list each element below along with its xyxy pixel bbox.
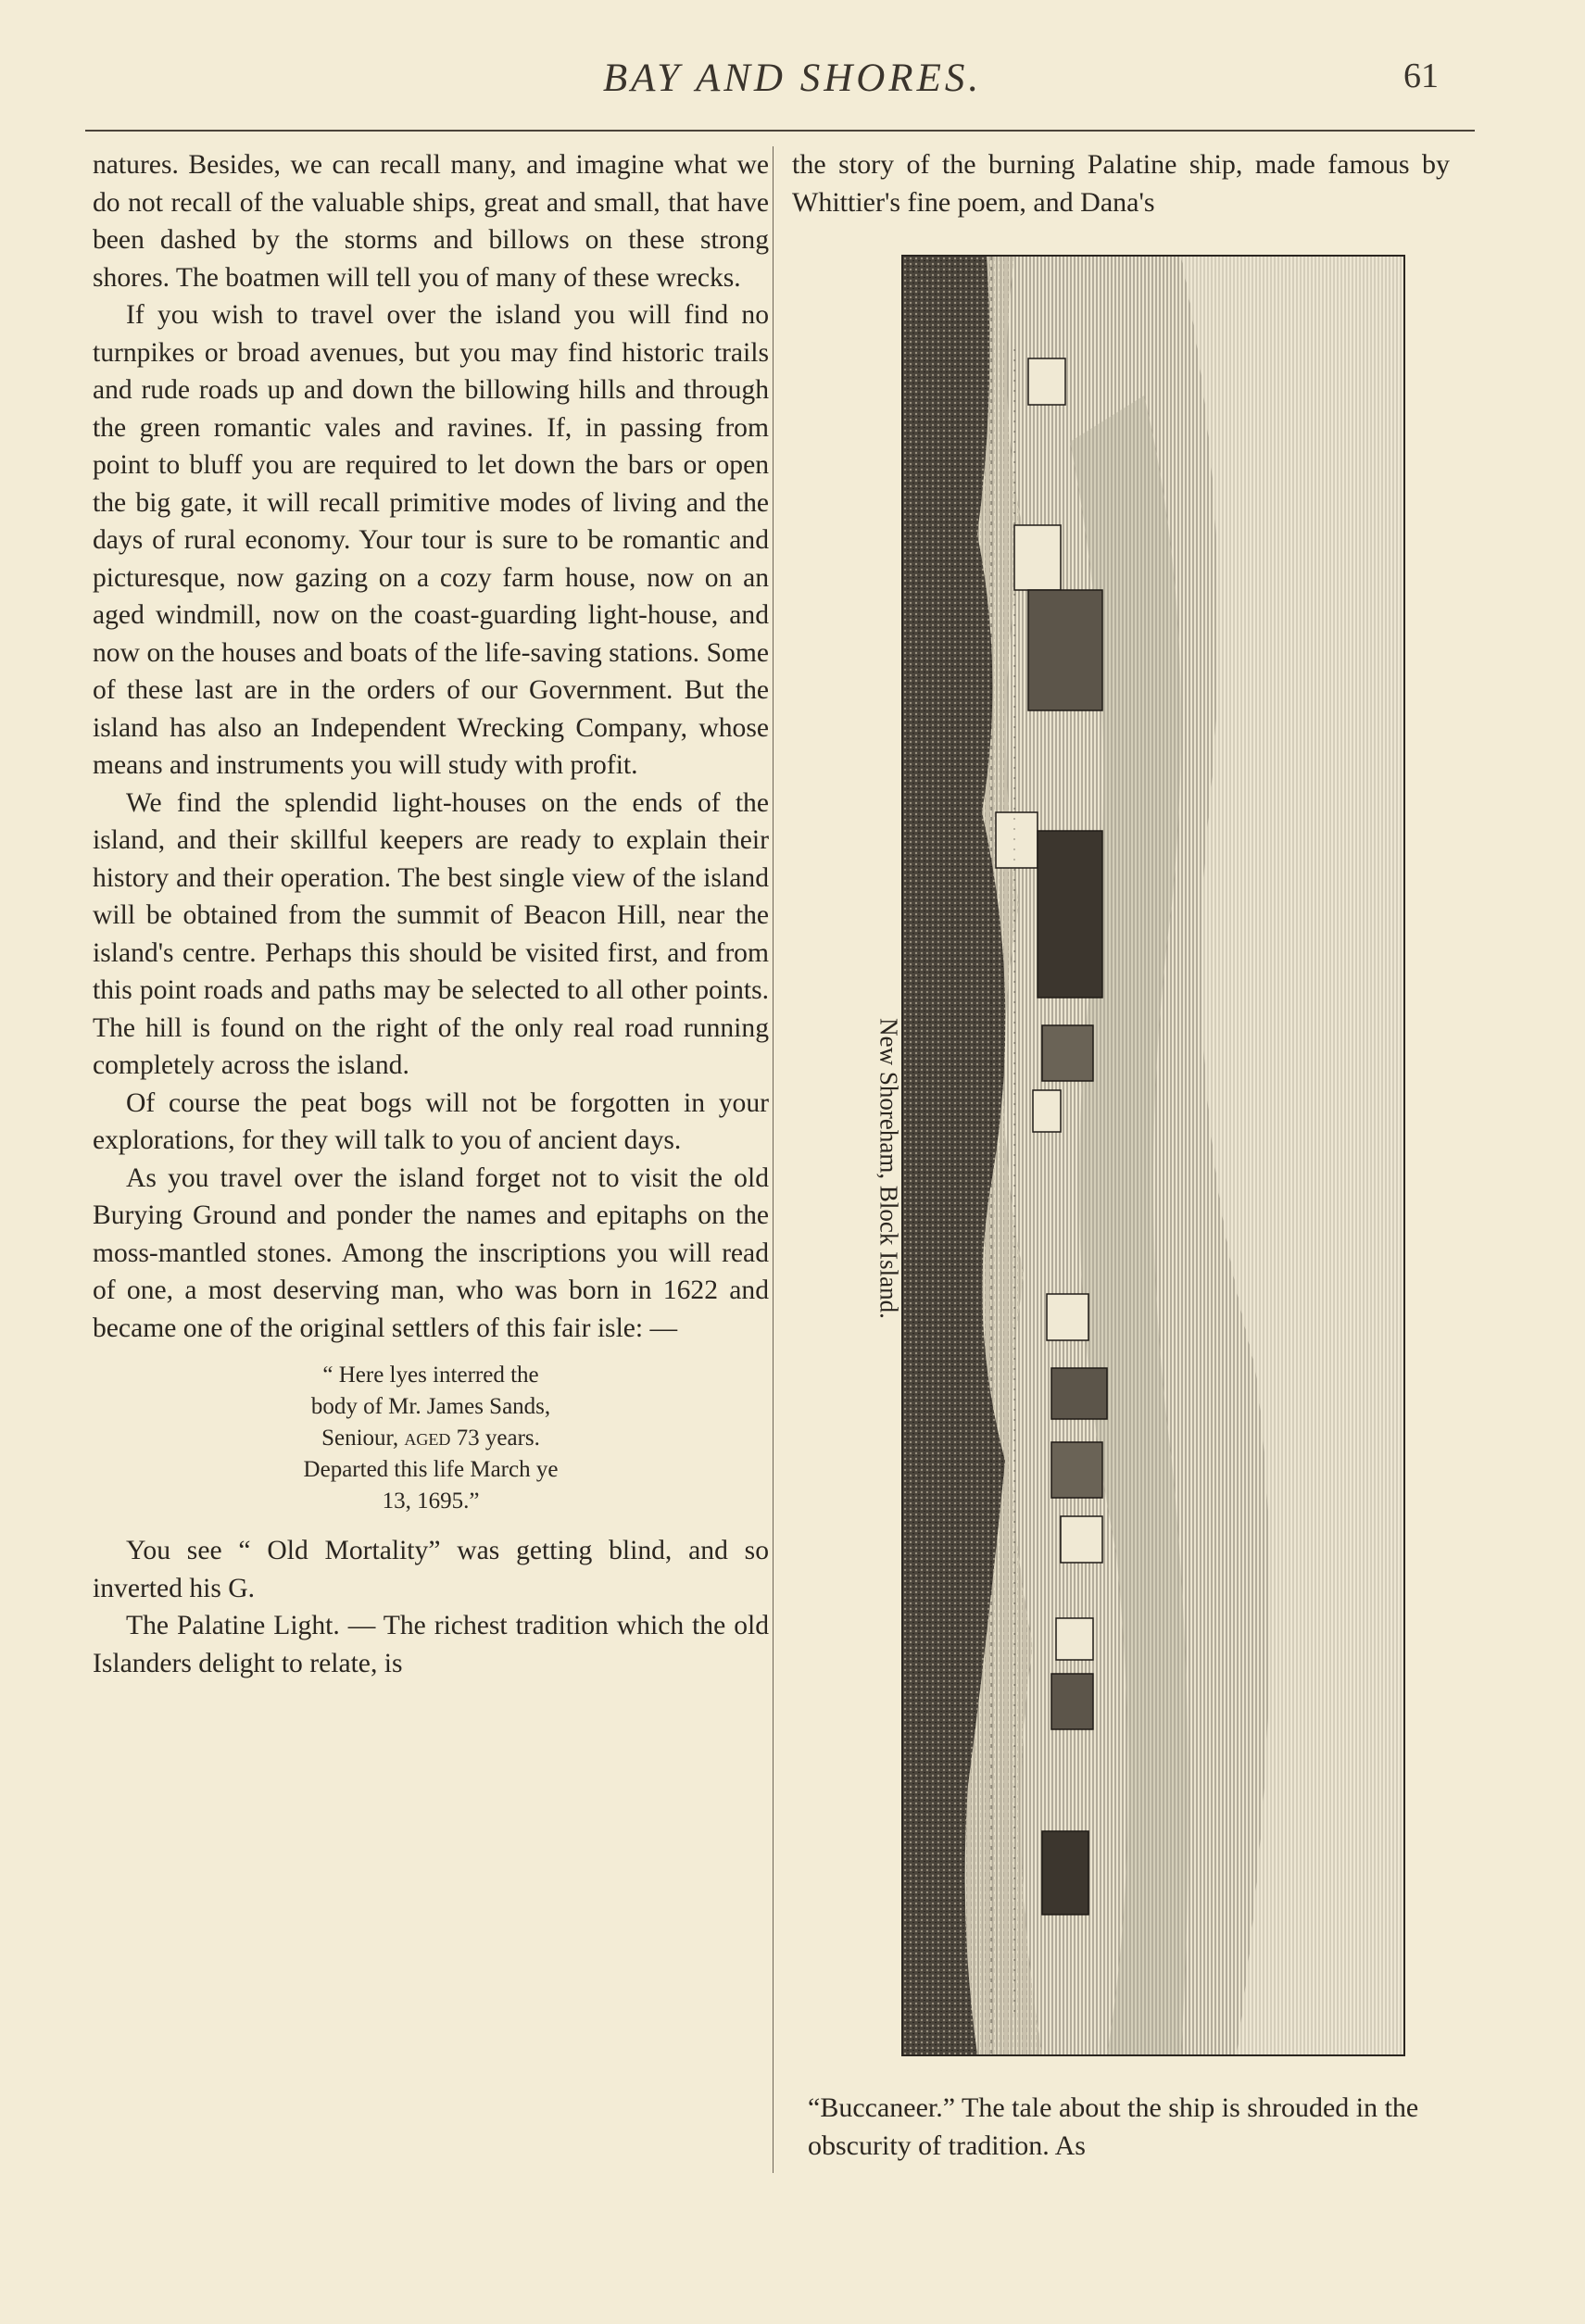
house [1047,1294,1088,1340]
house [1038,831,1102,998]
running-title: BAY AND SHORES. [602,57,983,100]
house [996,812,1038,868]
header-rule [85,130,1475,132]
epitaph-line: “ Here lyes interred the [322,1363,539,1388]
epitaph-aged: aged [404,1426,451,1451]
house [1051,1674,1093,1729]
house [1056,1618,1093,1660]
page-number: 61 [1403,57,1439,95]
epitaph-line: Departed this life March ye [303,1457,559,1482]
engraving-illustration [901,255,1405,2056]
engraving-svg [903,257,1403,2054]
column-divider [773,146,774,2173]
house [1051,1442,1102,1498]
right-column-bottom [808,2090,1467,2165]
house [1061,1516,1102,1563]
house [1042,1025,1093,1081]
epitaph-line [93,1423,769,1454]
paragraph: You see “ Old Mortality” was getting blind, and so inverted his G. [93,1536,769,1603]
paragraph: Of course the peat bogs will not be forgotten in your explorations, for they will talk to you of ancient days. [93,1087,769,1155]
house [1014,525,1061,590]
house [1028,358,1065,405]
caption-text: New Shoreham, Block Island. [874,1018,903,1319]
paragraph: We find the splendid light-houses on the ends of the island, and their skillful keepers are ready to explain their history and their operation. The best single view of the island will be obtained from the summit of Beacon Hill, near the island's centre. Perhaps this should be visited first, and from this point roads and paths may be selected to all other points. The hill is found on the right of the only real road running completely across the island. [93,787,769,1080]
left-column [93,146,769,1682]
section-lead: The Palatine Light. — [126,1611,376,1640]
paragraph: “Buccaneer.” The tale about the ship is shrouded in the obscurity of tradition. As [808,2092,1419,2161]
epitaph-line: 13, 1695.” [382,1489,480,1514]
house [1042,1831,1088,1915]
epitaph-line: body of Mr. James Sands, [310,1394,551,1419]
right-column-top [792,146,1450,221]
paragraph: the story of the burning Palatine ship, made famous by Whittier's fine poem, and Dana's [792,149,1450,218]
epitaph-word: 73 years. [456,1426,540,1451]
paragraph: As you travel over the island forget not to visit the old Burying Ground and ponder the names and epitaphs on the moss-mantled stones. Among the inscriptions you will read of one, a most deserving man, who was born in 1622 and became one of the original settlers of this fair isle: — [93,1162,769,1343]
house [1028,590,1102,710]
paragraph [93,1607,769,1682]
epitaph-quote [93,1360,769,1517]
illustration-caption [875,982,901,1352]
epitaph-word: Seniour, [321,1426,399,1451]
paragraph: natures. Besides, we can recall many, and imagine what we do not recall of the valuable ships, great and small, that have been dashed by the storms and billows on these strong shores. The boatmen will tell you of many of these wrecks. [93,150,769,293]
house [1033,1090,1061,1132]
house [1051,1368,1107,1419]
paragraph-text: The richest tradition which the old Islanders delight to relate, is [93,1611,770,1678]
paragraph: If you wish to travel over the island you will find no turnpikes or broad avenues, but you may find historic trails and rude roads up and down the billowing hills and through the green romantic vales and ravines. If, in passing from point to bluff you are required to let down the bars or open the big gate, it will recall primitive modes of living and the days of rural economy. Your tour is sure to be romantic and picturesque, now gazing on a cozy farm house, now on an aged windmill, now on the coast-guarding light-house, and now on the houses and boats of the life-saving stations. Some of these last are in the orders of our Government. But the island has also an Independent Wrecking Company, whose means and instruments you will study with profit. [93,300,769,780]
